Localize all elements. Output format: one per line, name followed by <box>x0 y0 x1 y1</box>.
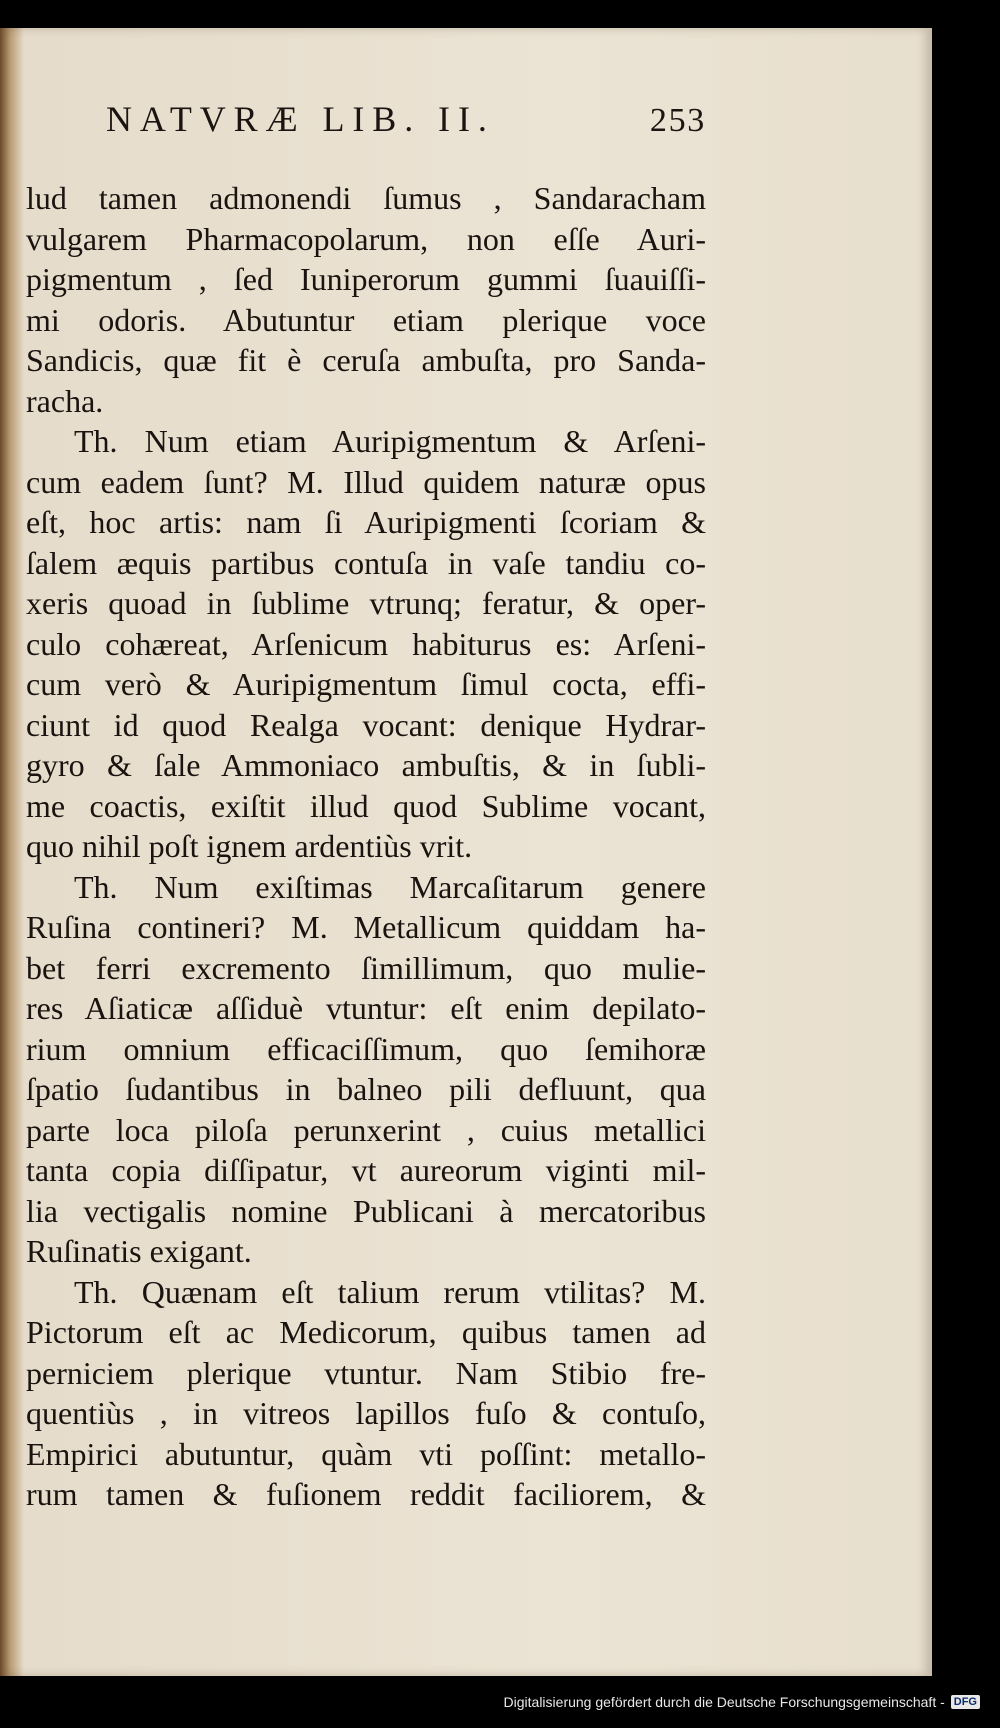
text-line: quo nihil poſt ignem ardentiùs vrit. <box>26 828 473 864</box>
text-line: Pictorum eſt ac Medicorum, quibus tamen ad <box>26 1314 706 1350</box>
page-content <box>14 28 932 1676</box>
text-line: gyro & ſale Ammoniaco ambuſtis, & in ſubli- <box>26 747 706 783</box>
book-page <box>0 28 932 1676</box>
text-line: rum tamen & fuſionem reddit faciliorem, & <box>26 1476 706 1512</box>
text-line: rium omnium efficaciſſimum, quo ſemihoræ <box>26 1030 706 1067</box>
text-line: cum eadem ſunt? M. Illud quidem naturæ opus <box>26 463 706 500</box>
text-line: quentiùs , in vitreos lapillos fuſo & contuſo, <box>26 1395 706 1431</box>
body-text <box>26 178 706 1515</box>
text-line: lia vectigalis nomine Publicani à mercatoribus <box>26 1192 706 1229</box>
text-line: culo cohæreat, Arſenicum habiturus es: Arſeni- <box>26 625 706 662</box>
text-line: ſalem æquis partibus contuſa in vaſe tandiu co- <box>26 544 706 581</box>
text-line: Th. Num exiſtimas Marcaſitarum genere <box>74 868 706 905</box>
text-line: Empirici abutuntur, quàm vti poſſint: metallo- <box>26 1435 706 1472</box>
text-line: eſt, hoc artis: nam ſi Auripigmenti ſcoriam & <box>26 504 706 540</box>
page-number: 253 <box>649 102 706 139</box>
text-line: tanta copia diſſipatur, vt aureorum viginti mil- <box>26 1152 706 1188</box>
text-line: parte loca piloſa perunxerint , cuius metallici <box>26 1111 706 1148</box>
text-line: res Aſiaticæ aſſiduè vtuntur: eſt enim depilato- <box>26 990 706 1026</box>
text-line: Ruſina contineri? M. Metallicum quiddam ha- <box>26 909 706 945</box>
text-line: racha. <box>26 382 104 419</box>
running-head <box>106 98 706 148</box>
dfg-logo: DFG <box>951 1695 980 1709</box>
text-line: Sandicis, quæ fit è ceruſa ambuſta, pro Sanda- <box>26 342 706 378</box>
text-line: Th. Quænam eſt talium rerum vtilitas? M. <box>74 1273 706 1310</box>
text-line: bet ferri excremento ſimillimum, quo mulie- <box>26 949 706 986</box>
text-line: ciunt id quod Realga vocant: denique Hydrar- <box>26 706 706 743</box>
text-line: Th. Num etiam Auripigmentum & Arſeni- <box>74 423 706 459</box>
text-line: xeris quoad in ſublime vtrunq; feratur, & oper- <box>26 585 706 621</box>
text-line: vulgarem Pharmacopolarum, non eſſe Auri- <box>26 220 706 257</box>
text-line: cum verò & Auripigmentum ſimul cocta, effi- <box>26 666 706 702</box>
running-head-title: NATVRÆ LIB. II. <box>106 99 495 139</box>
text-line: perniciem plerique vtuntur. Nam Stibio fre- <box>26 1354 706 1391</box>
text-line: Ruſinatis exigant. <box>26 1233 252 1269</box>
text-line: ſpatio ſudantibus in balneo pili defluunt, qua <box>26 1071 706 1107</box>
text-line: lud tamen admonendi ſumus , Sandaracham <box>26 180 706 216</box>
text-line: pigmentum , ſed Iuniperorum gummi ſuauiſſi- <box>26 261 706 297</box>
funding-credit: Digitalisierung gefördert durch die Deutsche Forschungsgemeinschaft - <box>503 1694 945 1710</box>
text-line: me coactis, exiſtit illud quod Sublime vocant, <box>26 787 706 824</box>
text-line: mi odoris. Abutuntur etiam plerique voce <box>26 301 706 338</box>
footer-bar <box>0 1676 1000 1728</box>
